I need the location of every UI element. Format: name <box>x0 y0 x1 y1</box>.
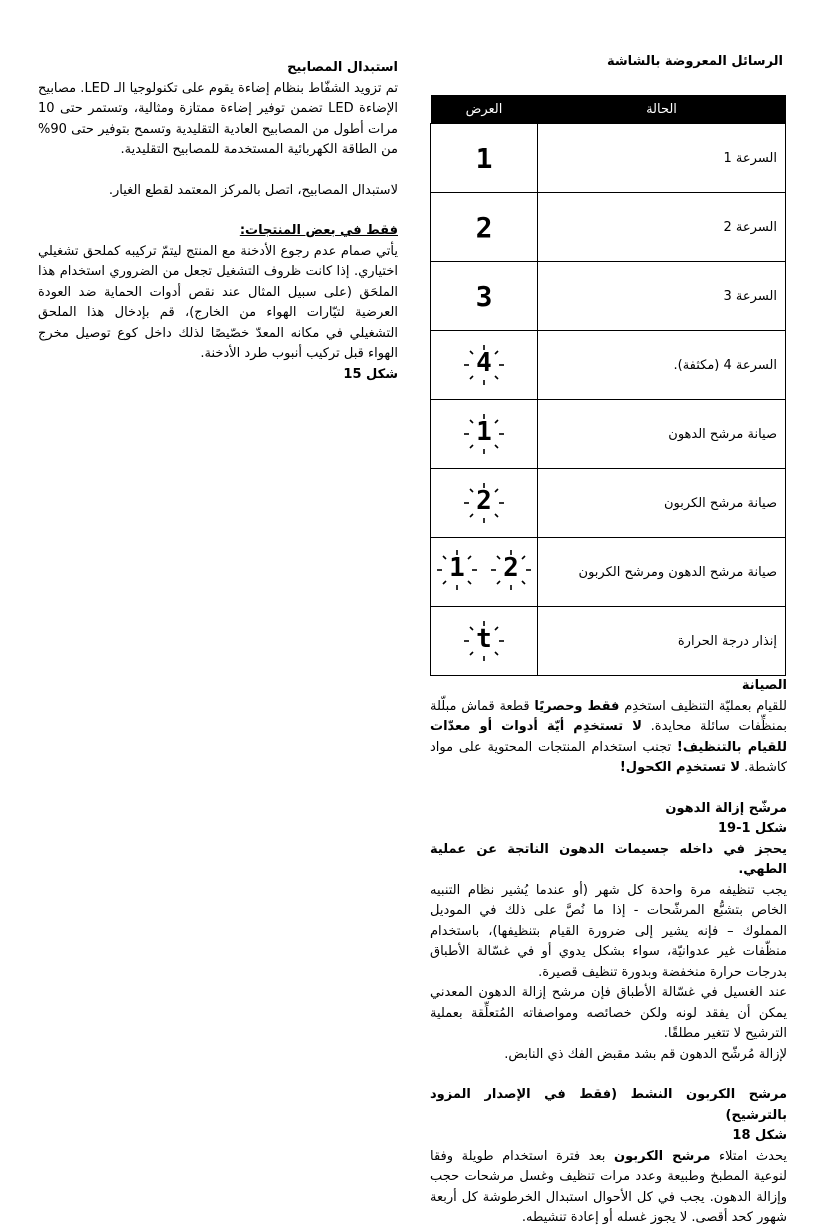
digit-2-blinking-icon <box>490 549 532 591</box>
state-label: السرعة 1 <box>538 124 786 193</box>
state-label: السرعة 3 <box>538 262 786 331</box>
grease-filter-title: مرشّح إزالة الدهون <box>665 800 787 816</box>
state-label: صيانة مرشح الكربون <box>538 469 786 538</box>
maintenance-warning: لا تستخدِم أيّة أدوات أو معدّات للقيام بالتنظيف! <box>430 719 787 755</box>
carbon-filter-title <box>430 1085 787 1126</box>
digit-2-blinking-icon <box>463 482 505 524</box>
state-label: السرعة 4 (مكثفة). <box>538 331 786 400</box>
digit-1-2-blinking-icon <box>436 549 532 591</box>
some-products-body: يأتي صمام عدم رجوع الأدخنة مع المنتج ليتمّ تركيبه كملحق تشغيلي اختياري. إذا كانت ظروف التشغيل تجعل من الضروري استخدام هذا الملحَق (على سبيل المثال عند نقص أدوات الحماية ضد العودة العرضية لتيّارات الهواء من الخارج)، قم بإدخال هذا الملحق التشغيلي في مكانه المعدّ خصّيصًا لذلك داخل كوع توصيل مخرج الهواء قبل تركيب أنبوب طرد الأدخنة. <box>38 243 398 361</box>
digit-glyph: 1 <box>449 553 465 583</box>
lamp-section-body: تم تزويد الشفّاط بنظام إضاءة يقوم على تكنولوجيا الـ LED. مصابيح الإضاءة LED تضمن توفير إضاءة ممتازة ومثالية، وتستمر حتى 10 مرات أطول من المصابيح العادية التقليدية وتسمح بتوفير حتى 90% من الطاقة الكهربائية المستخدمة للمصابيح التقليدية. <box>38 80 398 157</box>
state-label: صيانة مرشح الدهون ومرشح الكربون <box>538 538 786 607</box>
grease-filter-lead: يحجز في داخله جسيمات الدهون الناتجة عن عملية الطهي. <box>430 841 787 877</box>
lamp-section-title: استبدال المصابيح <box>287 60 398 75</box>
digit-glyph: t <box>476 624 492 654</box>
figure-15-label: شكل 15 <box>343 366 398 382</box>
column-header-display: العرض <box>431 95 538 124</box>
grease-filter-paragraph: عند الغسيل في غسّالة الأطباق فإن مرشح إزالة الدهون المعدني يمكن أن يفقد لونه ولكن خصائصه ومواصفاته المُتعلِّقة بعملية الترشيح لا تتغير مطلقًا. <box>430 985 787 1041</box>
digit-glyph: 1 <box>476 417 492 447</box>
figure-19-1-label: شكل 1-19 <box>717 821 787 836</box>
lamp-contact-text: لاستبدال المصابيح، اتصل بالمركز المعتمد لقطع الغيار. <box>108 182 398 198</box>
digit-1-icon: 1 <box>475 141 493 175</box>
carbon-filter-paragraph <box>430 1147 787 1229</box>
maintenance-text: للقيام بعمليّة التنظيف استخدِم <box>619 698 787 714</box>
letter-t-blinking-icon <box>463 620 505 662</box>
maintenance-warning: لا تستخدِم الكحول! <box>619 760 741 775</box>
digit-glyph: 2 <box>503 553 519 583</box>
screen-messages-title: الرسائل المعروضة بالشاشة <box>606 54 783 69</box>
maintenance-emphasis: فقط وحصريًا <box>534 698 620 714</box>
maintenance-body <box>430 697 787 779</box>
grease-filter-paragraph: يجب تنظيفه مرة واحدة كل شهر (أو عندما يُشير نظام التنبيه الخاص بتشبُّع المرشّحات - إذا ما نُصَّ على ذلك في الموديل المملوك – فإنه يشير إلى ضرورة القيام بتنظيفها)، باستخدام منظّفات غير عدوانيّة، سواء بشكل يدوي أو في غسّالة الأطباق بدرجات حرارة منخفضة وبدورة تنظيف قصيرة. <box>430 882 787 980</box>
carbon-filter-emphasis: مرشح الكربون <box>614 1148 711 1164</box>
maintenance-title: الصيانة <box>741 678 787 693</box>
grease-filter-paragraph: لإزالة مُرشّح الدهون قم بشد مقبض الفك ذي النابض. <box>504 1046 787 1062</box>
digit-4-blinking-icon <box>463 344 505 386</box>
maintenance-text: تجنب استخدام المنتجات المحتوية على مواد كاشطة. <box>430 739 787 775</box>
maintenance-section <box>430 676 787 1229</box>
table-row <box>431 262 786 331</box>
some-products-title: فقط في بعض المنتجات: <box>239 223 398 238</box>
digit-3-icon: 3 <box>475 279 493 313</box>
digit-1-blinking-icon <box>463 413 505 455</box>
table-row <box>431 538 786 607</box>
table-row <box>431 193 786 262</box>
table-row <box>431 124 786 193</box>
digit-1-blinking-icon <box>436 549 478 591</box>
carbon-filter-title-note: (فقط في الإصدار المزود بالترشيح) <box>430 1087 787 1123</box>
digit-2-icon: 2 <box>475 210 493 244</box>
table-row <box>431 607 786 676</box>
state-label: إنذار درجة الحرارة <box>538 607 786 676</box>
state-label: صيانة مرشح الدهون <box>538 400 786 469</box>
maintenance-text: قطعة قماش مبلّلة بمنظِّفات سائلة محايدة. <box>430 698 787 734</box>
state-label: السرعة 2 <box>538 193 786 262</box>
carbon-filter-title-text: مرشح الكربون النشط <box>617 1087 787 1102</box>
carbon-filter-text: بعد فترة استخدام طويلة وفقا لنوعية المطبخ وطبيعة وعدد مرات تنظيف وغسل مرشحات حجب وإزالة الدهون. يجب في كل الأحوال استبدال الخرطوشة كل أربعة شهور كحد أقصى. لا يجوز غسله أو إعادة تنشيطه. <box>430 1148 787 1225</box>
left-column <box>38 58 398 385</box>
figure-18-label: شكل 18 <box>732 1128 787 1143</box>
carbon-filter-text: يحدث امتلاء <box>710 1148 787 1164</box>
table-row <box>431 469 786 538</box>
display-messages-table <box>430 95 786 676</box>
digit-glyph: 4 <box>476 348 492 378</box>
column-header-state: الحالة <box>538 95 786 124</box>
table-row <box>431 400 786 469</box>
table-row <box>431 331 786 400</box>
digit-glyph: 2 <box>476 486 492 516</box>
